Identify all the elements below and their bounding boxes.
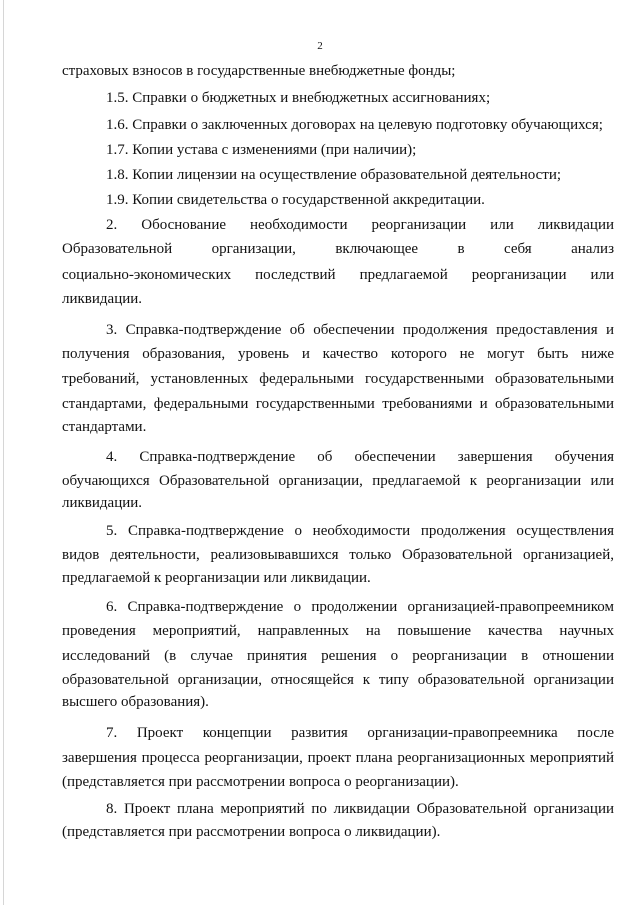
paragraph-line: страховых взносов в государственные внебюджетные фонды; bbox=[62, 63, 456, 79]
paragraph-line: ликвидации. bbox=[62, 495, 143, 511]
paragraph-line: требований, установленных федеральными государственными образовательными bbox=[62, 371, 614, 387]
paragraph-line: (представляется при рассмотрении вопроса о ликвидации). bbox=[62, 824, 441, 840]
paragraph-line: 4. Справка-подтверждение об обеспечении завершения обучения bbox=[106, 449, 614, 465]
paragraph-line: стандартами, федеральными государственными требованиями и образовательными bbox=[62, 396, 614, 412]
paragraph-line: 1.5. Справки о бюджетных и внебюджетных ассигнованиях; bbox=[106, 90, 491, 106]
paragraph-line: 7. Проект концепции развития организации-правопреемника после bbox=[106, 725, 614, 741]
paragraph-line: обучающихся Образовательной организации, предлагаемой к реорганизации или bbox=[62, 473, 614, 489]
paragraph-line: завершения процесса реорганизации, проект плана реорганизационных мероприятий bbox=[62, 750, 614, 766]
paragraph-line: (представляется при рассмотрении вопроса о реорганизации). bbox=[62, 774, 459, 790]
paragraph-line: 8. Проект плана мероприятий по ликвидации Образовательной организации bbox=[106, 801, 614, 817]
paragraph-line: исследований (в случае принятия решения о реорганизации в отношении bbox=[62, 648, 614, 664]
paragraph-line: социально-экономических последствий предлагаемой реорганизации или bbox=[62, 267, 614, 283]
paragraph-line: 6. Справка-подтверждение о продолжении организацией-правопреемником bbox=[106, 599, 614, 615]
paragraph-line: 1.7. Копии устава с изменениями (при наличии); bbox=[106, 142, 417, 158]
paragraph-line: 1.8. Копии лицензии на осуществление образовательной деятельности; bbox=[106, 167, 562, 183]
paragraph-line: предлагаемой к реорганизации или ликвидации. bbox=[62, 570, 371, 586]
paragraph-line: 2. Обоснование необходимости реорганизации или ликвидации bbox=[106, 217, 614, 233]
paragraph-line: 5. Справка-подтверждение о необходимости продолжения осуществления bbox=[106, 523, 614, 539]
paragraph-line: высшего образования). bbox=[62, 694, 209, 710]
paragraph-line: 3. Справка-подтверждение об обеспечении продолжения предоставления и bbox=[106, 322, 614, 338]
paragraph-line: образовательной организации, относящейся к типу образовательной организации bbox=[62, 672, 614, 688]
paragraph-line: стандартами. bbox=[62, 419, 147, 435]
paragraph-line: получения образования, уровень и качество которого не могут быть ниже bbox=[62, 346, 614, 362]
paragraph-line: проведения мероприятий, направленных на повышение качества научных bbox=[62, 623, 614, 639]
paragraph-line: видов деятельности, реализовывавшихся только Образовательной организацией, bbox=[62, 547, 614, 563]
paragraph-line: Образовательной организации, включающее в себя анализ bbox=[62, 241, 614, 257]
paragraph-line: 1.9. Копии свидетельства о государственной аккредитации. bbox=[106, 192, 485, 208]
paragraph-line: 1.6. Справки о заключенных договорах на целевую подготовку обучающихся; bbox=[106, 117, 603, 133]
page-number: 2 bbox=[317, 40, 323, 52]
page-edge-line bbox=[3, 0, 4, 905]
paragraph-line: ликвидации. bbox=[62, 291, 143, 307]
